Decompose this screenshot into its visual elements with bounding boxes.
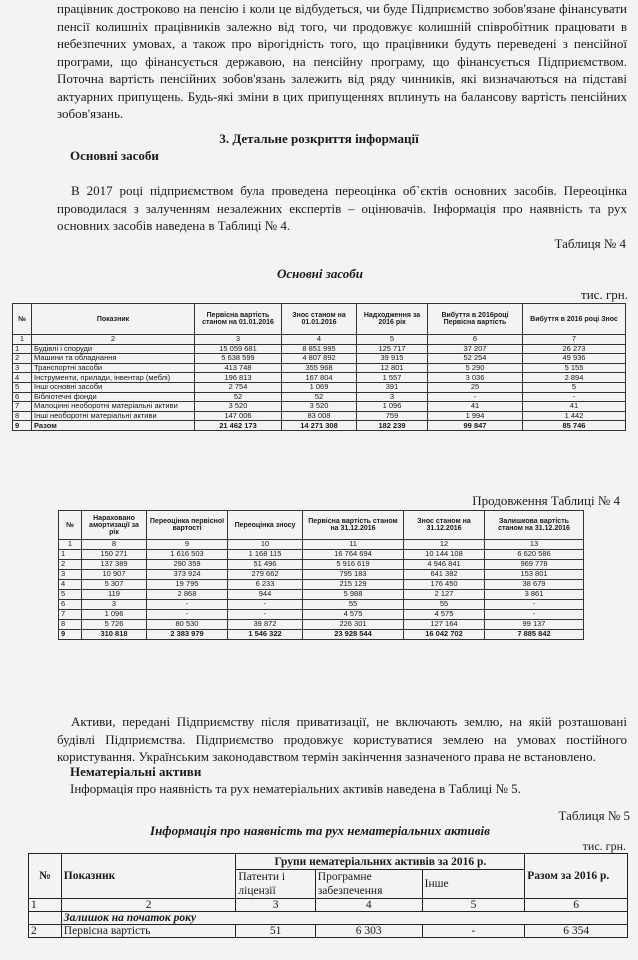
table-cell: 2 868 (147, 590, 228, 600)
revaluation-paragraph: В 2017 році підприємством була проведена переоцінка об`єктів основних засобів. Переоцінка проводилася з залученням незалежних експертів – оцінювачів. Інформація про наявність та рух основних засобів наведена в Таблиці № 4. (57, 183, 627, 233)
table-cell: 2 894 (523, 373, 626, 383)
table-cell: 1 (59, 540, 82, 550)
table-cell: Бібліотечні фонди (32, 392, 195, 402)
table-cell: 10 907 (82, 570, 147, 580)
column-header: Разом за 2016 р. (525, 854, 628, 899)
table-row (13, 411, 626, 421)
table-cell: 1 557 (357, 373, 428, 383)
table-cell: 85 746 (523, 421, 626, 431)
table-row (59, 570, 584, 580)
table-cell: 9 (59, 630, 82, 640)
table-cell: Інші необоротні матеріальні активи (32, 411, 195, 421)
column-header: Знос станом на 31.12.2016 (404, 511, 485, 540)
table-cell: 3 (82, 600, 147, 610)
table-cell: 6 (525, 899, 628, 912)
table-cell: 2 (32, 335, 195, 345)
table-cell: 150 271 (82, 550, 147, 560)
table-cell: 2 (59, 560, 82, 570)
table-row (59, 550, 584, 560)
table-cell: 5 290 (428, 363, 523, 373)
table-cell: 5 (13, 382, 32, 392)
column-header: Первісна вартість станом на 31.12.2016 (303, 511, 404, 540)
table-cell: - (485, 610, 584, 620)
table-cell: 11 (303, 540, 404, 550)
table-cell: 3 (357, 392, 428, 402)
table-cell: 37 207 (428, 344, 523, 354)
table-row (13, 335, 626, 345)
table-cell: 2 383 979 (147, 630, 228, 640)
table-cell: 127 164 (404, 620, 485, 630)
column-header: Нараховано амортизації за рік (82, 511, 147, 540)
table-cell: 6 (59, 600, 82, 610)
table-cell: 52 254 (428, 354, 523, 364)
table4-title: Основні засоби (277, 266, 363, 281)
table-cell: 147 006 (195, 411, 282, 421)
table-cell: 4 575 (303, 610, 404, 620)
table-cell: 83 008 (282, 411, 357, 421)
intangible-assets-table (28, 853, 628, 938)
table-cell: 4 575 (404, 610, 485, 620)
table-cell: 6 620 586 (485, 550, 584, 560)
table-cell: 641 382 (404, 570, 485, 580)
table-cell: 3 861 (485, 590, 584, 600)
table-cell: 5 155 (523, 363, 626, 373)
table-cell: - (228, 610, 303, 620)
table-cell: - (422, 925, 525, 938)
table-cell: 25 (428, 382, 523, 392)
table5-currency: тис. грн. (582, 839, 626, 853)
table-cell: 55 (404, 600, 485, 610)
table-cell: 2 127 (404, 590, 485, 600)
table-cell: 14 271 308 (282, 421, 357, 431)
column-header: Патенти і ліцензії (236, 870, 315, 899)
table-row (13, 402, 626, 412)
table-cell: 182 239 (357, 421, 428, 431)
table-cell: 6 (13, 392, 32, 402)
table-cell: 15 059 681 (195, 344, 282, 354)
table-cell: 6 303 (315, 925, 422, 938)
table-cell: 6 354 (525, 925, 628, 938)
intangible-heading: Нематеріальні активи (70, 764, 202, 779)
table4-currency: тис. грн. (581, 287, 628, 302)
intro-paragraph: працівник достроково на пенсію і коли це відбудеться, чи буде Підприємство зобов'язане фінансувати пенсії колишніх працівників залежно від того, чи продовжує колишній співробітник працювати в небезпечних умовах, а також про вірогідність того, що працівники будуть переведені з пенсійної програми, що фінансується державою, на пенсійну програму, що фінансується Підприємством. Поточна вартість пенсійних зобов'язань залежить від ряду чинників, які визначаються на підставі актуарних припущень. Будь-які зміни в цих припущеннях вплинуть на балансову вартість пенсійних зобов'язань. (57, 1, 627, 121)
table-cell: 8 (82, 540, 147, 550)
fixed-assets-table-continuation (58, 510, 584, 640)
table-cell: Малоцінні необоротні матеріальні активи (32, 402, 195, 412)
table-cell: 1 (13, 335, 32, 345)
column-header: № (59, 511, 82, 540)
table-row (59, 580, 584, 590)
table-cell: 759 (357, 411, 428, 421)
table-row (59, 540, 584, 550)
table-row (59, 590, 584, 600)
table-cell: Машини та обладнання (32, 354, 195, 364)
column-header: Знос станом на 01.01.2016 (282, 304, 357, 335)
table-cell: 7 (13, 402, 32, 412)
table-cell: 176 450 (404, 580, 485, 590)
table-cell: 4 (315, 899, 422, 912)
table-cell: 4 (59, 580, 82, 590)
table-cell: 226 301 (303, 620, 404, 630)
table-cell: 3 520 (282, 402, 357, 412)
table-cell: 99 847 (428, 421, 523, 431)
table-cell: 12 801 (357, 363, 428, 373)
table-cell: 1 546 322 (228, 630, 303, 640)
column-header: Показник (61, 854, 236, 899)
table-row (29, 899, 628, 912)
column-header: Групи нематеріальних активів за 2016 р. (236, 854, 525, 870)
table-cell: 355 968 (282, 363, 357, 373)
column-header: Переоцінка первісної вартості (147, 511, 228, 540)
table-cell: 7 (59, 610, 82, 620)
table-cell: 1 096 (357, 402, 428, 412)
table-cell: 137 389 (82, 560, 147, 570)
table-cell: 3 (236, 899, 315, 912)
table-cell: 5 726 (82, 620, 147, 630)
table-row (13, 382, 626, 392)
table-cell: 23 928 544 (303, 630, 404, 640)
table-cell: 279 662 (228, 570, 303, 580)
table-cell (29, 912, 62, 925)
table-cell: 16 764 694 (303, 550, 404, 560)
table-cell: 5 988 (303, 590, 404, 600)
table-cell: 51 496 (228, 560, 303, 570)
table-cell: 1 (29, 899, 62, 912)
column-header: Вибуття в 2016 році Знос (523, 304, 626, 335)
table-section-row: Залишок на початок року (61, 912, 627, 925)
table-cell: 19 795 (147, 580, 228, 590)
table-cell: - (428, 392, 523, 402)
table-row (59, 610, 584, 620)
table-row (59, 620, 584, 630)
table4-label: Таблиця № 4 (554, 236, 626, 251)
assets-paragraph: Активи, передані Підприємству після приватизації, не включають землю, на якій розташовані будівлі Підприємства. Підприємство продовжує користуватися землею на умовах постійного користування. Українським законодавством термін закінчення зазначеного права не встановлено. (57, 714, 627, 764)
column-header: Інше (422, 870, 525, 899)
table-cell: 1 442 (523, 411, 626, 421)
table-cell: 7 885 842 (485, 630, 584, 640)
table-cell: 1 096 (82, 610, 147, 620)
table-row (59, 560, 584, 570)
table-cell: - (228, 600, 303, 610)
table-cell: 5 307 (82, 580, 147, 590)
table-cell: 13 (485, 540, 584, 550)
table-cell: 944 (228, 590, 303, 600)
column-header: № (29, 854, 62, 899)
table-cell: 1 (59, 550, 82, 560)
table-cell: 3 (59, 570, 82, 580)
table-cell: 52 (282, 392, 357, 402)
table-cell: 167 804 (282, 373, 357, 383)
table-row (59, 600, 584, 610)
table-cell: 5 (357, 335, 428, 345)
table-cell: 39 915 (357, 354, 428, 364)
table-cell: 969 778 (485, 560, 584, 570)
table-cell: 4 807 892 (282, 354, 357, 364)
column-header: Надходження за 2016 рік (357, 304, 428, 335)
table-cell: 10 (228, 540, 303, 550)
table-row (13, 363, 626, 373)
table-cell: 3 (13, 363, 32, 373)
table-cell: 99 137 (485, 620, 584, 630)
table-cell: 2 754 (195, 382, 282, 392)
table-cell: 290 359 (147, 560, 228, 570)
table-cell: 7 (523, 335, 626, 345)
table-cell: 4 (13, 373, 32, 383)
table-cell: 125 717 (357, 344, 428, 354)
table-cell: 310 818 (82, 630, 147, 640)
table-cell: Транспортні засоби (32, 363, 195, 373)
table-header-row (59, 511, 584, 540)
table-cell: 8 851 995 (282, 344, 357, 354)
table-cell: 5 (523, 382, 626, 392)
table-cell: 3 (195, 335, 282, 345)
table-cell: 39 872 (228, 620, 303, 630)
table-cell: 8 (13, 411, 32, 421)
table5-label: Таблиця № 5 (558, 808, 630, 823)
table-cell: 215 129 (303, 580, 404, 590)
fixed-assets-heading: Основні засоби (70, 148, 159, 163)
table-cell: 196 813 (195, 373, 282, 383)
table-cell: 21 462 173 (195, 421, 282, 431)
table-cell: 3 520 (195, 402, 282, 412)
table-header-row (13, 304, 626, 335)
table-cell: 8 (59, 620, 82, 630)
table-cell: 795 183 (303, 570, 404, 580)
table-cell: 41 (428, 402, 523, 412)
table-cell: 1 (13, 344, 32, 354)
table-cell: 6 233 (228, 580, 303, 590)
table-cell: 4 (282, 335, 357, 345)
table-cell: 80 530 (147, 620, 228, 630)
table-cell: 1 168 115 (228, 550, 303, 560)
table-cell: 373 924 (147, 570, 228, 580)
table-cell: Будівлі і споруди (32, 344, 195, 354)
table-row (29, 912, 628, 925)
table-total-row (13, 421, 626, 431)
table-cell: 26 273 (523, 344, 626, 354)
table-cell: - (523, 392, 626, 402)
column-header: Програмне забезпечення (315, 870, 422, 899)
table-cell: 38 679 (485, 580, 584, 590)
column-header: Показник (32, 304, 195, 335)
table-cell: 2 (61, 899, 236, 912)
table4-cont-label: Продовження Таблиці № 4 (472, 493, 620, 508)
table-cell: 1 994 (428, 411, 523, 421)
table-row (13, 373, 626, 383)
table-total-row (59, 630, 584, 640)
table-cell: 5 (422, 899, 525, 912)
table-cell: 12 (404, 540, 485, 550)
table-cell: - (485, 600, 584, 610)
table-cell: 16 042 702 (404, 630, 485, 640)
table-row (29, 925, 628, 938)
table-cell: 5 (59, 590, 82, 600)
table-cell: Разом (32, 421, 195, 431)
table-cell: 10 144 108 (404, 550, 485, 560)
table-cell: 9 (13, 421, 32, 431)
table-cell: 5 916 619 (303, 560, 404, 570)
table-cell: 1 069 (282, 382, 357, 392)
table-cell: 391 (357, 382, 428, 392)
table-cell: 41 (523, 402, 626, 412)
table-header-row (29, 854, 628, 870)
table-cell: 3 036 (428, 373, 523, 383)
table5-title: Інформація про наявність та рух нематеріальних активів (150, 823, 490, 838)
column-header: Первісна вартість станом на 01.01.2016 (195, 304, 282, 335)
table-cell: 1 616 503 (147, 550, 228, 560)
column-header: Вибуття в 2016році Первісна вартість (428, 304, 523, 335)
table-cell: 2 (29, 925, 62, 938)
table-row (13, 354, 626, 364)
table-cell: 2 (13, 354, 32, 364)
table-cell: 119 (82, 590, 147, 600)
column-header: Залишкова вартість станом на 31.12.2016 (485, 511, 584, 540)
intangible-paragraph: Інформація про наявність та рух нематеріальних активів наведена в Таблиці № 5. (70, 781, 521, 796)
fixed-assets-table (12, 303, 626, 431)
table-cell: 55 (303, 600, 404, 610)
section-heading: 3. Детальне розкриття інформації (219, 131, 419, 146)
column-header: № (13, 304, 32, 335)
table-cell: 4 946 841 (404, 560, 485, 570)
table-cell: Інструменти, прилади, інвентар (меблі) (32, 373, 195, 383)
table-cell: 51 (236, 925, 315, 938)
table-cell: 5 638 599 (195, 354, 282, 364)
table-cell: 9 (147, 540, 228, 550)
table-row (13, 392, 626, 402)
table-row (13, 344, 626, 354)
table-cell: Первісна вартість (61, 925, 236, 938)
table-cell: - (147, 600, 228, 610)
table-cell: 52 (195, 392, 282, 402)
table-cell: 153 801 (485, 570, 584, 580)
table-cell: 49 936 (523, 354, 626, 364)
table-cell: 413 748 (195, 363, 282, 373)
table-cell: Інші основні засоби (32, 382, 195, 392)
table-cell: - (147, 610, 228, 620)
table-cell: 6 (428, 335, 523, 345)
column-header: Переоцінка зносу (228, 511, 303, 540)
